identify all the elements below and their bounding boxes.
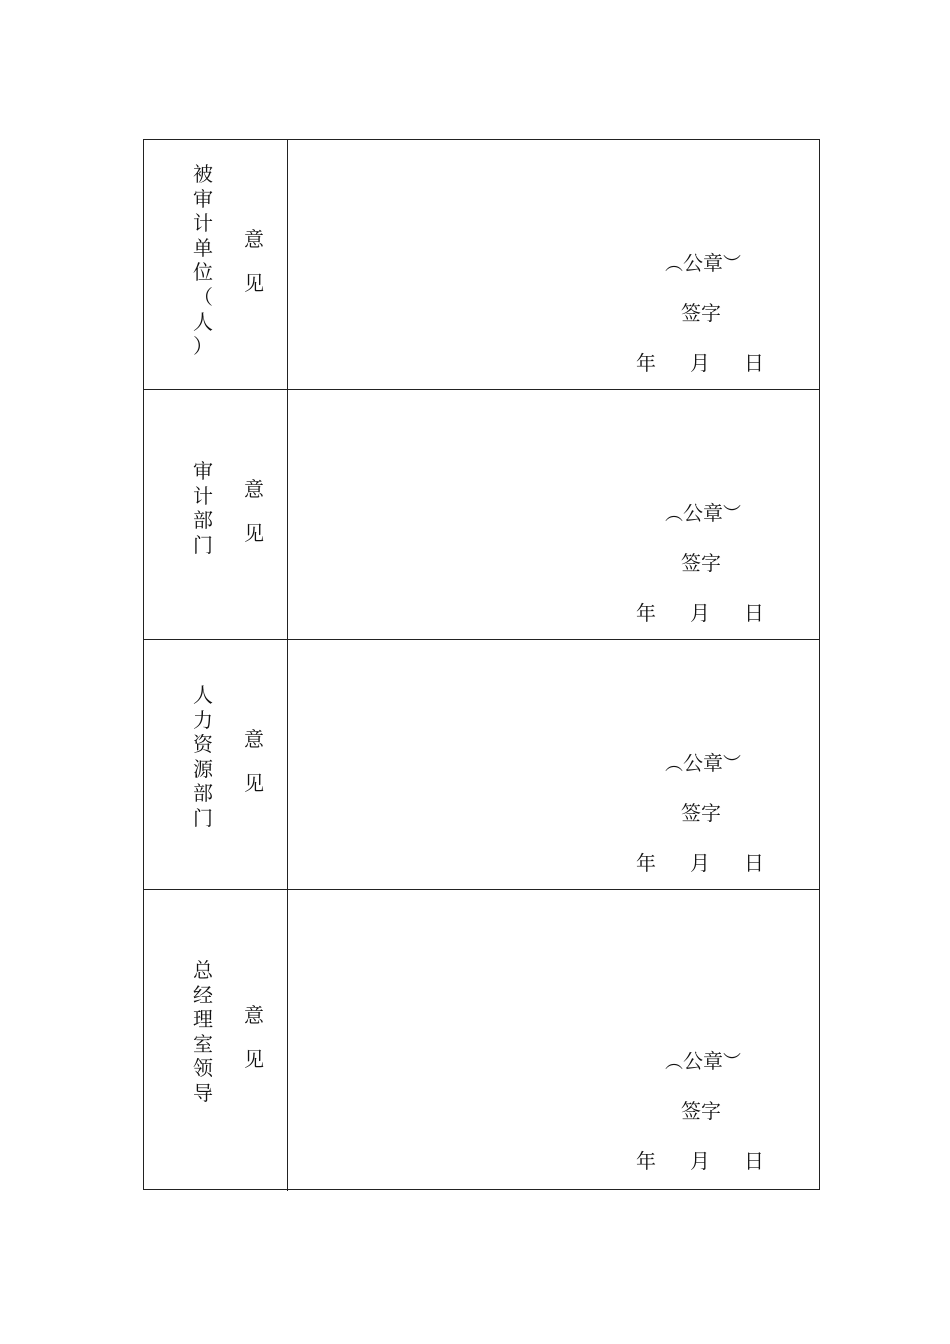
section-label: 审 计 部 门 xyxy=(193,459,213,557)
section-row xyxy=(144,140,819,390)
section-label-cell xyxy=(144,390,288,639)
seal-placeholder: ︵公章︶ xyxy=(665,1049,741,1073)
section-label-cell xyxy=(144,140,288,389)
opinion-label: 意 见 xyxy=(244,227,264,295)
opinion-label: 意 见 xyxy=(244,477,264,545)
approval-form-table xyxy=(143,139,820,1190)
seal-placeholder: ︵公章︶ xyxy=(665,751,741,775)
signature-placeholder: 签字 xyxy=(681,551,721,575)
signature-placeholder: 签字 xyxy=(681,801,721,825)
seal-placeholder: ︵公章︶ xyxy=(665,501,741,525)
date-placeholder: 年 月 日 xyxy=(636,851,764,875)
section-label: 人 力 资 源 部 门 xyxy=(193,683,213,830)
opinion-input-area[interactable] xyxy=(288,390,819,639)
opinion-label: 意 见 xyxy=(244,727,264,795)
section-row xyxy=(144,390,819,640)
section-label: 总 经 理 室 领 导 xyxy=(193,958,213,1105)
section-label-cell xyxy=(144,890,288,1191)
opinion-input-area[interactable] xyxy=(288,640,819,889)
signature-placeholder: 签字 xyxy=(681,301,721,325)
section-label-cell xyxy=(144,640,288,889)
date-placeholder: 年 月 日 xyxy=(636,351,764,375)
section-row xyxy=(144,890,819,1191)
date-placeholder: 年 月 日 xyxy=(636,601,764,625)
opinion-label: 意 见 xyxy=(244,1003,264,1071)
section-row xyxy=(144,640,819,890)
date-placeholder: 年 月 日 xyxy=(636,1149,764,1173)
seal-placeholder: ︵公章︶ xyxy=(665,251,741,275)
opinion-input-area[interactable] xyxy=(288,140,819,389)
opinion-input-area[interactable] xyxy=(288,890,819,1191)
section-label: 被 审 计 单 位 （ 人 ） xyxy=(193,162,213,359)
signature-placeholder: 签字 xyxy=(681,1099,721,1123)
